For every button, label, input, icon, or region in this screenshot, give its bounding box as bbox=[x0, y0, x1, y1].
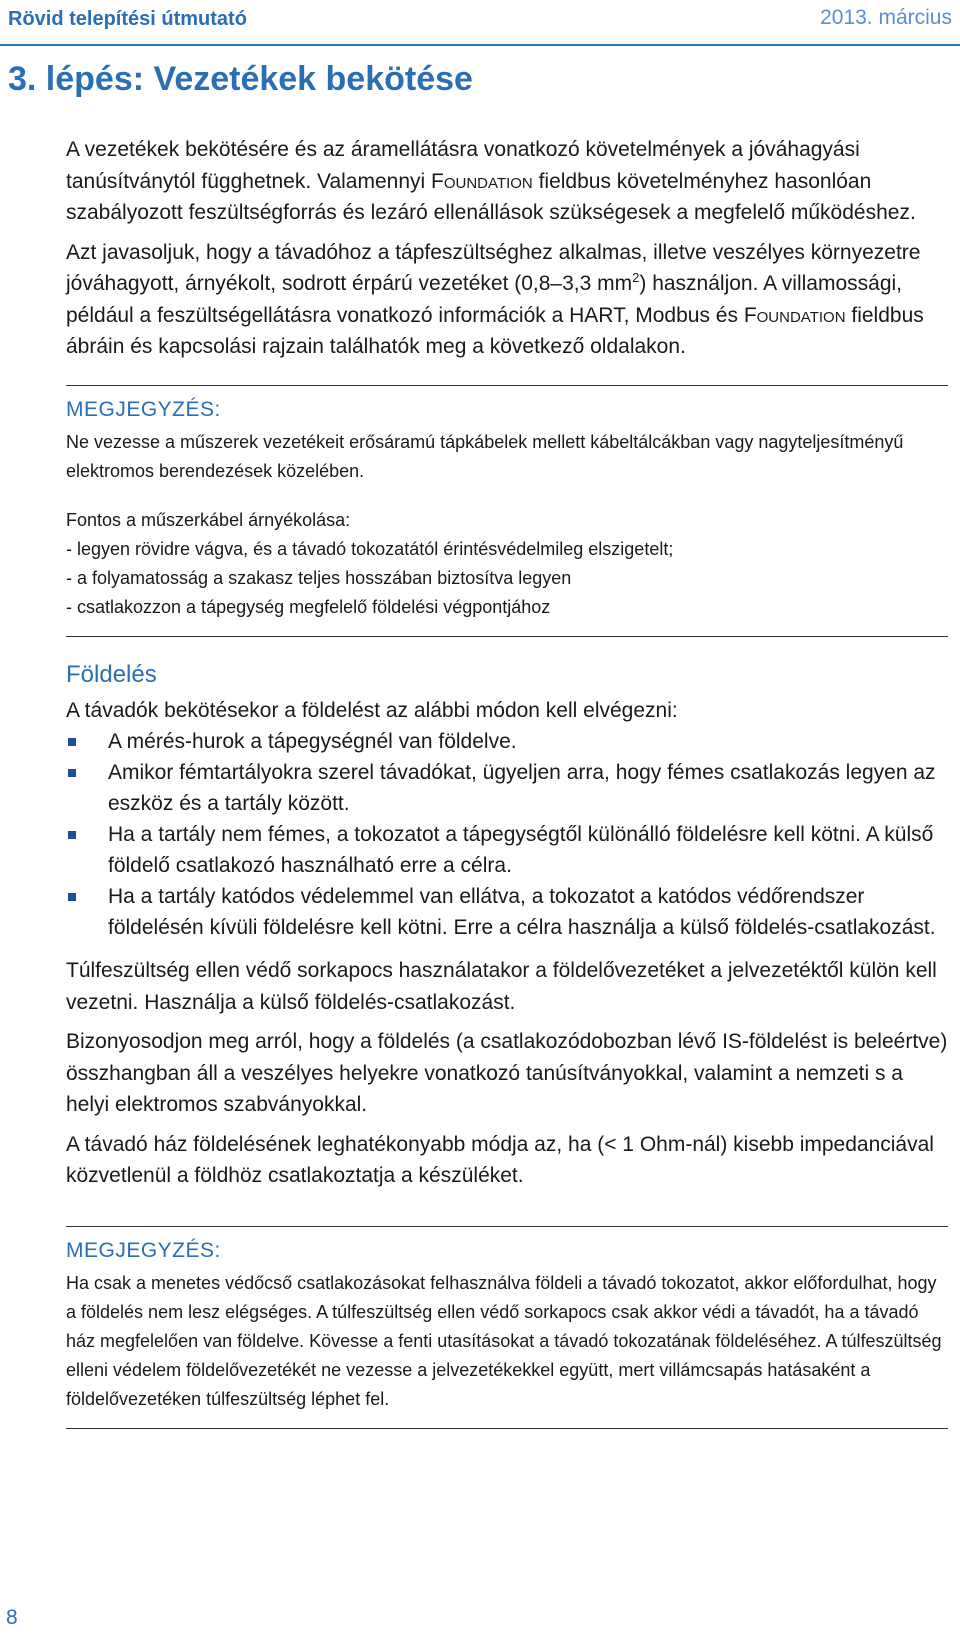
list-item bbox=[66, 819, 948, 881]
intro-paragraph-1-text-b: fieldbus követelményhez hasonlóan szabályozott feszültségforrás és lezáró ellenállások szükségesek a megfelelő működéshez. bbox=[66, 169, 916, 224]
note-box-wiring bbox=[66, 385, 948, 637]
header-divider bbox=[0, 44, 960, 46]
grounding-paragraph: Bizonyosodjon meg arról, hogy a földelés (a csatlakozódobozban lévő IS-földelést is beleértve) összhangban áll a veszélyes helyekre vonatkozó tanúsítványokkal, valamint a nemzeti s a helyi elektromos szabványokkal. bbox=[66, 1030, 948, 1116]
foundation-term: Foundation bbox=[431, 169, 533, 193]
list-item-text: A mérés-hurok a tápegységnél van földelve. bbox=[108, 730, 517, 753]
foundation-term: Foundation bbox=[743, 303, 846, 327]
shield-list-intro: Fontos a műszerkábel árnyékolása: bbox=[66, 509, 351, 530]
intro-paragraph-1 bbox=[66, 134, 948, 229]
list-item-text: Amikor fémtartályokra szerel távadókat, ügyeljen arra, hogy fémes csatlakozás legyen az eszköz és a tartály között. bbox=[108, 761, 936, 815]
page-header bbox=[0, 0, 960, 46]
list-item bbox=[66, 726, 948, 757]
section-heading-grounding: Földelés bbox=[66, 660, 157, 688]
list-item-text: Ha a tartály nem fémes, a tokozatot a tápegységtől különálló földelésre kell kötni. A külső földelő csatlakozó használható erre a célra. bbox=[108, 823, 934, 877]
list-item bbox=[66, 757, 948, 819]
intro-paragraph-2-text-b: ) használjon. A villamossági, például a feszültségellátásra vonatkozó információk a HART, Modbus és bbox=[66, 272, 903, 327]
grounding-bullet-list bbox=[66, 726, 948, 943]
shield-list-item: - legyen rövidre vágva, és a távadó tokozatától érintésvédelmileg elszigetelt; bbox=[66, 538, 674, 559]
list-item-text: Ha a tartály katódos védelemmel van ellátva, a tokozatot a katódos védőrendszer földelésén kívüli földelésre kell kötni. Erre a célra használja a külső földelés-csatlakozást. bbox=[108, 885, 936, 939]
bullet-square-icon bbox=[68, 893, 76, 901]
note-heading: MEGJEGYZÉS: bbox=[66, 1238, 221, 1262]
note-box-grounding bbox=[66, 1226, 948, 1429]
grounding-intro: A távadók bekötésekor a földelést az alábbi módon kell elvégezni: bbox=[66, 698, 678, 722]
document-date: 2013. március bbox=[820, 6, 952, 29]
intro-paragraph-2-text-c: fieldbus ábráin és kapcsolási rajzain találhatók meg a következő oldalakon. bbox=[66, 303, 924, 358]
bullet-square-icon bbox=[68, 831, 76, 839]
page-number: 8 bbox=[6, 1606, 18, 1629]
document-title: Rövid telepítési útmutató bbox=[8, 8, 247, 30]
page-title: 3. lépés: Vezetékek bekötése bbox=[8, 60, 473, 98]
intro-paragraph-2-text-a: Azt javasoljuk, hogy a távadóhoz a tápfeszültséghez alkalmas, illetve veszélyes környezetre jóváhagyott, árnyékolt, sodrott érpárú vezetéket (0,8–3,3 mm bbox=[66, 240, 921, 295]
bullet-square-icon bbox=[68, 769, 76, 777]
main-content bbox=[66, 134, 948, 1429]
note-text: Ha csak a menetes védőcső csatlakozásokat felhasználva földeli a távadó tokozatot, akkor előfordulhat, hogy a földelés nem lesz elégséges. A túlfeszültség ellen védő sorkapocs csak akkor védi a távadót, ha a távadó ház megfelelően van földelve. Kövesse a fenti utasításokat a távadó tokozatának földeléséhez. A túlfeszültség elleni védelem földelővezetékét ne vezesse a jelvezetékekkel együtt, mert villámcsapás hatásaként a földelővezetéken túlfeszültség léphet fel. bbox=[66, 1272, 942, 1409]
shield-list-item: - a folyamatosság a szakasz teljes hosszában biztosítva legyen bbox=[66, 567, 572, 588]
note-text: Ne vezesse a műszerek vezetékeit erősáramú tápkábelek mellett kábeltálcákban vagy nagyteljesítményű elektromos berendezések közelében. bbox=[66, 431, 904, 481]
intro-paragraph-2 bbox=[66, 237, 948, 363]
list-item bbox=[66, 881, 948, 943]
intro-paragraph-1-text-a: A vezetékek bekötésére és az áramellátásra vonatkozó követelmények a jóváhagyási tanúsítványtól függhetnek. Valamennyi bbox=[66, 138, 860, 193]
bullet-square-icon bbox=[68, 738, 76, 746]
grounding-paragraph: A távadó ház földelésének leghatékonyabb módja az, ha (< 1 Ohm-nál) kisebb impedanciával közvetlenül a földhöz csatlakoztatja a készüléket. bbox=[66, 1132, 934, 1187]
grounding-paragraph: Túlfeszültség ellen védő sorkapocs használatakor a földelővezetéket a jelvezetéktől külön kell vezetni. Használja a külső földelés-csatlakozást. bbox=[66, 959, 937, 1014]
shield-list-item: - csatlakozzon a tápegység megfelelő földelési végpontjához bbox=[66, 596, 551, 617]
superscript-2: 2 bbox=[632, 270, 640, 285]
note-heading: MEGJEGYZÉS: bbox=[66, 397, 221, 421]
